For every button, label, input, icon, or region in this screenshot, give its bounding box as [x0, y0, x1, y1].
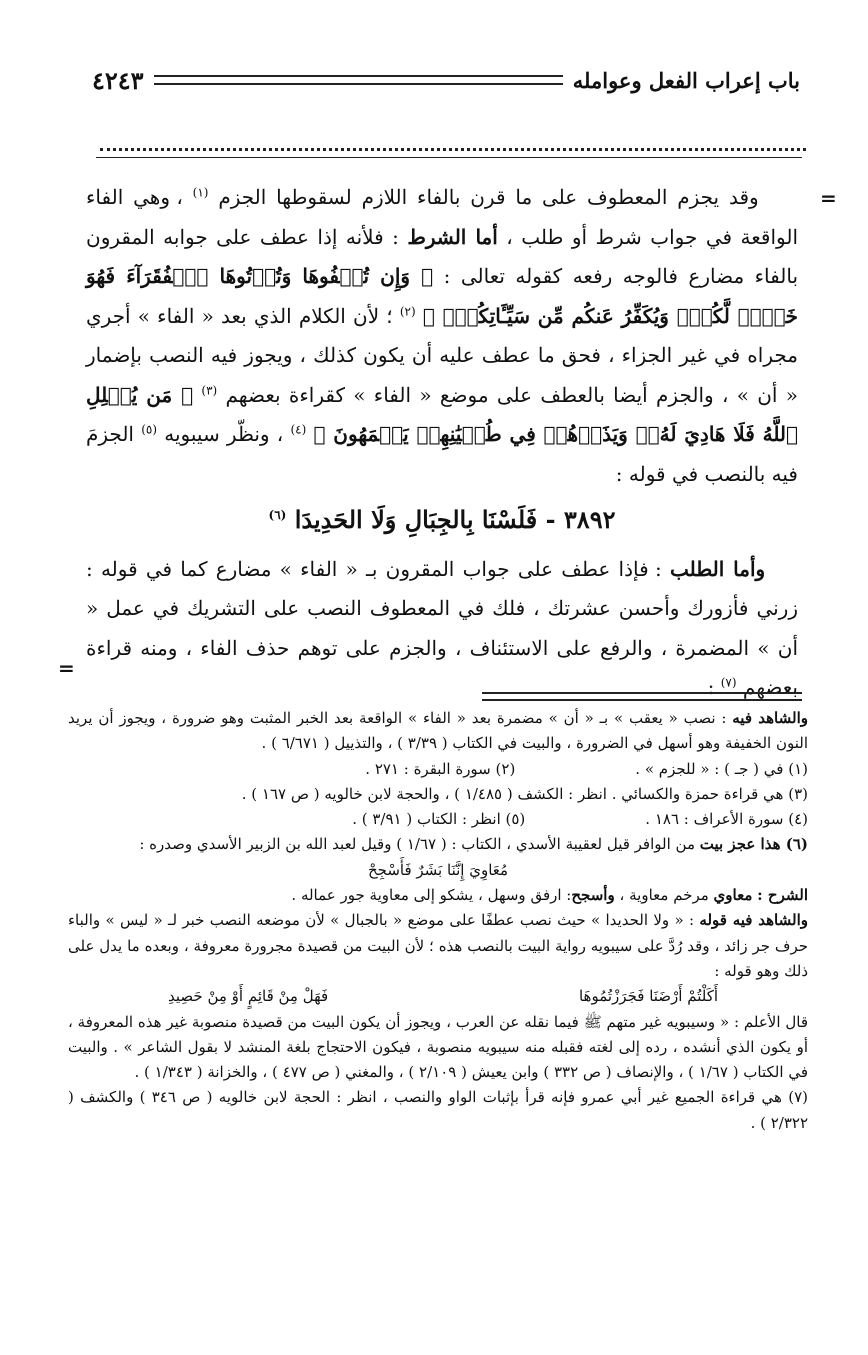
footnote-5: (٥) انظر : الكتاب ( ٣/٩١ ) .	[352, 810, 526, 829]
shahid	[68, 908, 808, 984]
note-label: (٦) هذا عجز بيت	[699, 835, 808, 854]
heading-talab: وأما الطلب	[670, 556, 766, 581]
footnote-continued	[68, 706, 808, 757]
chapter-title: باب إعراب الفعل وعوامله	[572, 67, 800, 93]
dotted-separator	[100, 140, 806, 151]
footnote-6	[68, 832, 808, 857]
page-number: ٤٢٤٣	[92, 65, 144, 95]
footnotes	[68, 706, 808, 1136]
text-run: :	[707, 675, 715, 699]
text-run: وقد يجزم المعطوف على ما قرن بالفاء اللازم لسقوطها الجزم	[218, 185, 759, 209]
note-label: الشرح :	[757, 886, 808, 905]
footnote-7: (٧) هي قراءة الجميع غير أبي عمرو فإنه قرأ بإثبات الواو والنصب ، انظر : الحجة لابن خالويه ( ص ٣٤٦ ) والكشف ( ٢/٣٢٢ ) .	[68, 1088, 808, 1132]
text-run: ، ونظّر سيبويه	[164, 422, 284, 446]
hemistich-right: أَكَلْتُمْ أَرْضَنَا فَجَرَزْتُمُوهَا	[578, 987, 718, 1006]
text-run: ؛ لأن الكلام الذي بعد « الفاء » أجري مجراه في غير الجزاء ، فحق ما عطف عليه أن يكون كذلك ، ويجوز فيه النصب بإضمار « أن » ، والجزم أيضا بالعطف على موضع « الفاء » كقراءة بعضهم	[86, 303, 799, 407]
footnote-4: (٤) سورة الأعراف : ١٨٦ .	[645, 810, 808, 829]
paragraph-request	[86, 550, 798, 708]
note-text: : « ولا الحديدا » حيث نصب عطفًا على موضع « بالجبال » لأن موضعه النصب خبر لـ « ليس » والباء حرف جر زائد ، وقد رُدَّ على سيبويه رواية البيت بالنصب هذه ؛ لأن البيت من قصيدة مجرورة معروفة ، وبعده ما يدل على ذلك وهو قوله :	[68, 911, 808, 980]
footnote-ref: (٤)	[290, 422, 307, 437]
footnote-ref: (٦)	[268, 508, 287, 522]
heading-sharth: أما الشرط	[407, 224, 498, 249]
note-term: معاوي	[713, 886, 753, 905]
note-text: : نصب « يعقب » بـ « أن » مضمرة بعد « الفاء » الواقعة بعد الخبر المثبت وهو ضرورة ، ويجوز أن يريد النون الخفيفة وهو أسهل في الضرورة ، والبيت في الكتاب ( ٣/٣٩ ) ، والتذييل ( ٦/٦٧١ ) .	[68, 709, 808, 753]
paragraph-condition	[86, 178, 798, 494]
poetry-verse	[86, 500, 798, 540]
footnote-ref: (٧)	[720, 675, 737, 690]
verse-text: ٣٨٩٢ - فَلَسْنَا بِالجِبَالِ وَلَا الحَدِيدَا	[294, 505, 616, 534]
text-run: ، وهي الفاء الواقعة في جواب شرط أو طلب ،	[86, 185, 798, 249]
hemistich-left: فَهَلْ مِنْ قَائِمٍ أَوْ مِنْ حَصِيدِ	[168, 987, 329, 1006]
bayt	[68, 984, 808, 1009]
quran-verse: ﴿ وَإِن تُخۡفُوهَا وَتُؤۡتُوهَا ٱلۡفُقَرَآءَ فَهُوَ خَيۡرٞ لَّكُمۡۚ وَيُكَفِّرُ عَنكُم مِّن سَيِّـَٔاتِكُمۡۚ ﴾	[86, 264, 799, 328]
sharh	[68, 883, 808, 908]
hemistich: مُعَاوِيَ إِنَّنَا بَشَرٌ فَأَسْجِحْ	[367, 860, 509, 879]
page-header	[92, 62, 800, 98]
continuation-mark: =	[820, 186, 837, 210]
footnote-row	[68, 757, 808, 782]
main-text	[86, 178, 798, 708]
note-text: من الوافر قيل لعقيبة الأسدي ، الكتاب : ( ١/٦٧ ) وقيل لعبد الله بن الزبير الأسدي وصدره :	[139, 835, 695, 854]
footnote-ref: (٥)	[141, 422, 158, 437]
note-text: : ارفق وسهل ، يشكو إلى معاوية جور عماله .	[291, 886, 572, 905]
footnote-row	[68, 807, 808, 832]
footnote-rule	[482, 692, 802, 701]
text-run: الجزمَ فيه بالنصب في قوله :	[86, 422, 798, 486]
note-term: وأسجح	[571, 886, 615, 905]
note-label: والشاهد فيه قوله	[699, 911, 808, 930]
footnote-ref: (٢)	[399, 303, 416, 318]
text-run: : فلأنه إذا عطف على جوابه المقرون بالفاء مضارع فالوجه رفعه كقوله تعالى :	[86, 224, 799, 288]
alam-quote: قال الأعلم : « وسيبويه غير متهم ﷺ فيما نقله عن العرب ، ويجوز أن يكون البيت من قصيدة منصوبة غير هذه المعروفة ، أو يكون الذي أنشده ، رده إلى لغته فقبله منه سيبويه منصوبة ، فيكون الاحتجاج بلغة المنشد لا بقول الشاعر » . والبيت في الكتاب ( ١/٦٧ ) ، والإنصاف ( ص ٣٣٢ ) وابن يعيش ( ٢/١٠٩ ) ، والمغني ( ص ٤٧٧ ) ، والخزانة ( ١/٣٤٣ ) .	[68, 1012, 808, 1082]
footnote-ref: (٣)	[201, 382, 218, 397]
footnote-3: (٣) هي قراءة حمزة والكسائي . انظر : الكشف ( ١/٤٨٥ ) ، والحجة لابن خالويه ( ص ١٦٧ ) .	[241, 784, 808, 803]
footnote-1: (١) في ( جـ ) : « للجزم » .	[635, 759, 808, 778]
footnote-ref: (١)	[192, 185, 209, 200]
continuation-mark: =	[58, 656, 75, 680]
separator-line	[96, 157, 802, 158]
text-run: : فإذا عطف على جواب المقرون بـ « الفاء » مضارع كما في قوله : زرني فأزورك وأحسن عشرتك ، فلك في المعطوف النصب على التشريك في عمل « أن » المضمرة ، والرفع على الاستئناف ، والجزم على توهم حذف الفاء ، ومنه قراءة بعضهم	[86, 556, 799, 699]
quran-verse: ﴿ مَن يُضۡلِلِ ٱللَّهُ فَلَا هَادِيَ لَهُۥۚ وَيَذَرۡهُمۡ فِي طُغۡيَٰنِهِمۡ يَعۡمَهُونَ ﴾	[86, 382, 799, 446]
note-text: مرخم معاوية ،	[619, 886, 709, 905]
footnote-2: (٢) سورة البقرة : ٢٧١ .	[365, 759, 516, 778]
header-rule	[154, 75, 563, 85]
note-label: والشاهد فيه	[732, 709, 808, 727]
